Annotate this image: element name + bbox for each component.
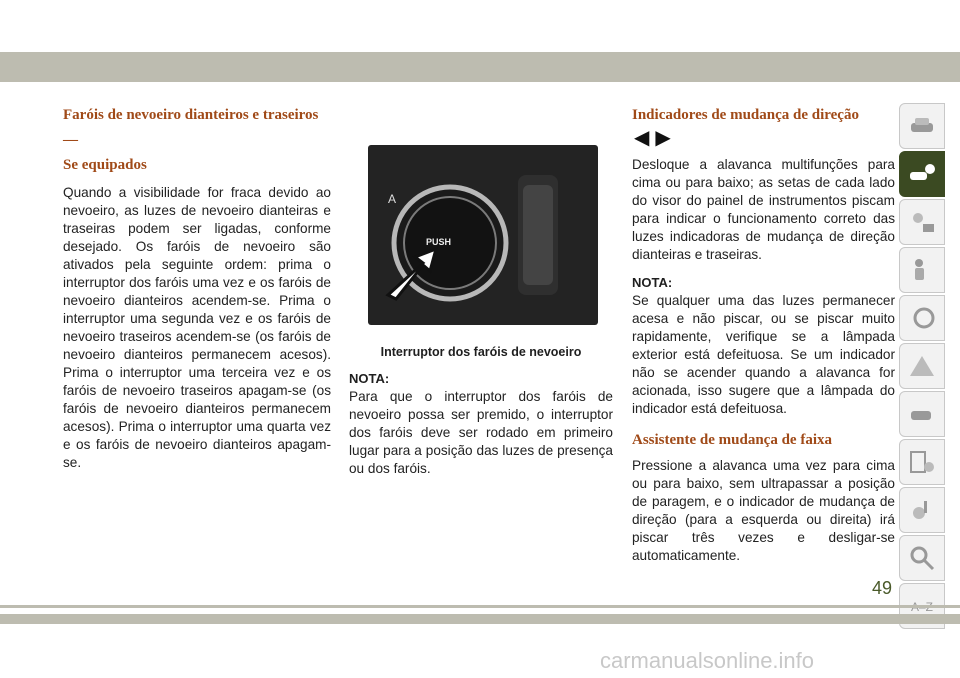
tab-road-warning[interactable] xyxy=(899,343,945,389)
arrow-right-icon: ▶ xyxy=(655,127,671,149)
top-band xyxy=(0,52,960,82)
tab-multimedia[interactable] xyxy=(899,487,945,533)
lane-change-heading: Assistente de mudança de faixa xyxy=(632,432,833,448)
warning-lights-icon xyxy=(907,207,937,237)
car-icon xyxy=(907,111,937,141)
turn-signals-paragraph: Desloque a alavanca multifunções para cima ou para baixo; as setas de cada lado do visor do painel de instrumentos piscam para indicar o funcionamento correto das luzes indicadoras de mudança de direção dianteiras e traseiras. xyxy=(632,157,895,262)
turn-signals-heading: Indicadores de mudança de direção xyxy=(632,107,859,123)
bottom-band xyxy=(0,614,960,624)
note-text: Para que o interruptor dos faróis de nevoeiro possa ser premido, o interruptor dos faróis deve ser rodado em primeiro lugar para a posição das luzes de presença ou dos faróis. xyxy=(349,389,613,476)
tab-warning-lights[interactable] xyxy=(899,199,945,245)
fog-lights-paragraph: Quando a visibilidade for fraca devido ao nevoeiro, as luzes de nevoeiro dianteiras e traseiras podem ser ligadas, conforme desejado. Os faróis de nevoeiro são ativados pela seguinte ordem: prima o interruptor dos faróis uma vez e os faróis de nevoeiro dianteiros acendem-se. Prima o interruptor uma segunda vez e os faróis de nevoeiro traseiros acendem-se (os faróis de nevoeiro dianteiros permanecem acesos). Prima o interruptor uma terceira vez e os faróis de nevoeiro traseiros apagam-se (os faróis de nevoeiro dianteiros permanecem acesos). Prima o interruptor uma quarta vez e os faróis de nevoeiro dianteiros apagam-se. xyxy=(63,185,331,470)
road-warning-icon xyxy=(907,351,937,381)
arrow-left-icon: ◀ xyxy=(634,127,650,149)
figure-caption: Interruptor dos faróis de nevoeiro xyxy=(380,345,582,359)
multimedia-icon xyxy=(907,495,937,525)
specifications-icon xyxy=(907,447,937,477)
fog-lights-section xyxy=(63,103,331,472)
fog-light-switch-illustration xyxy=(368,145,598,325)
car-info-icon xyxy=(907,159,937,189)
chapter-tabs xyxy=(899,103,945,631)
steering-wheel-icon xyxy=(907,303,937,333)
search-icon xyxy=(907,543,937,573)
turn-signals-note-text: Se qualquer uma das luzes permanecer acesa e não piscar, ou se piscar muito rapidamente, verifique se a lâmpada exterior está defeituosa. Se um indicador não se acender quando a alavanca for acionada, isso sugere que a lâmpada do indicador está defeituosa. xyxy=(632,293,895,416)
bottom-rule xyxy=(0,605,960,608)
safety-icon xyxy=(907,255,937,285)
fog-lights-note xyxy=(349,370,613,478)
figure-label-push: PUSH xyxy=(426,237,452,247)
tab-steering[interactable] xyxy=(899,295,945,341)
fog-lights-heading-line2: Se equipados xyxy=(63,157,147,173)
page-number: 49 xyxy=(872,578,893,598)
tab-safety[interactable] xyxy=(899,247,945,293)
turn-signals-section xyxy=(632,103,895,565)
tab-car-info[interactable] xyxy=(899,151,945,197)
figure-label-a: A xyxy=(388,192,397,206)
lane-change-paragraph: Pressione a alavanca uma vez para cima ou para baixo, sem ultrapassar a posição de paragem, e o indicador de mudança de direção (para a esquerda ou direita) irá piscar três vezes e desligar-se automaticamente. xyxy=(632,458,895,563)
tab-search[interactable] xyxy=(899,535,945,581)
turn-signal-arrows xyxy=(634,128,895,148)
turn-signals-note-label: NOTA: xyxy=(632,275,673,290)
service-icon xyxy=(907,399,937,429)
fog-light-switch-figure xyxy=(368,145,598,325)
fog-lights-heading-line1: Faróis de nevoeiro dianteiros e traseiros — xyxy=(63,107,319,148)
tab-service[interactable] xyxy=(899,391,945,437)
tab-car[interactable] xyxy=(899,103,945,149)
note-label: NOTA: xyxy=(349,371,390,386)
tab-specifications[interactable] xyxy=(899,439,945,485)
watermark: carmanualsonline.info xyxy=(600,648,815,673)
